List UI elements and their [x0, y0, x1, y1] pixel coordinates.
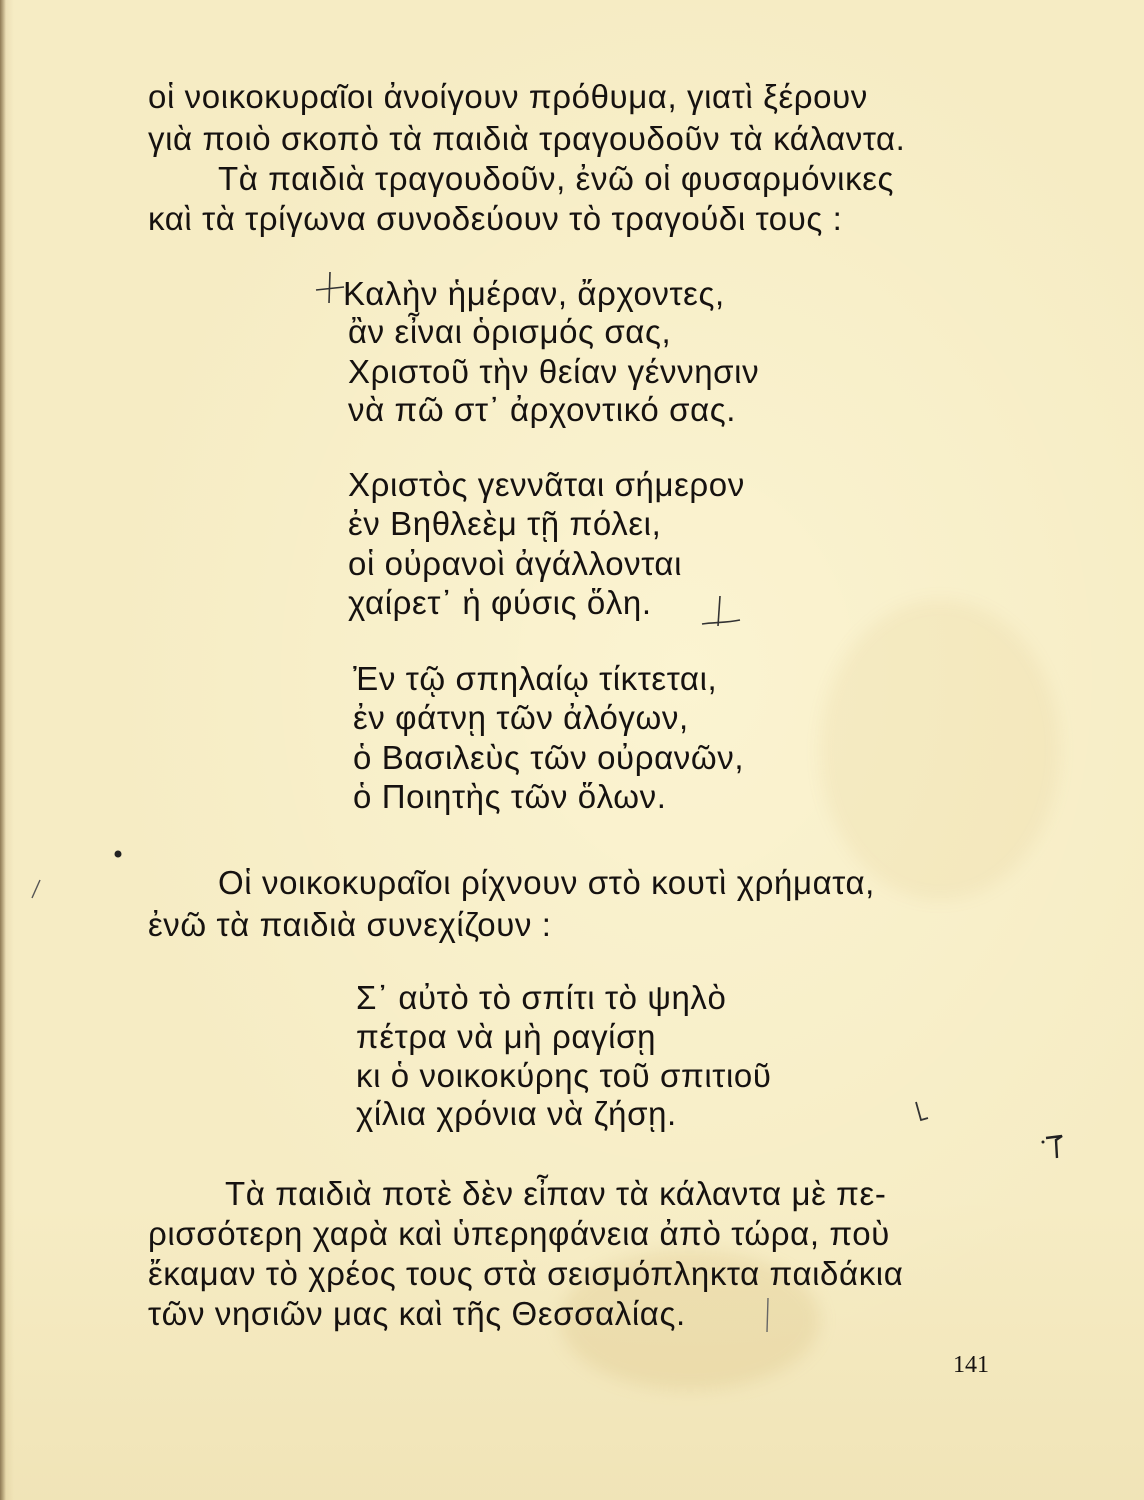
- paragraph-line: Οἱ νοικοκυραῖοι ρίχνουν στὸ κουτὶ χρήματα,: [218, 864, 875, 901]
- pencil-stroke-mark: [28, 878, 44, 900]
- paragraph-line: τῶν νησιῶν μας καὶ τῆς Θεσσαλίας.: [148, 1295, 686, 1332]
- verse-line: Ἐν τῷ σπηλαίῳ τίκτεται,: [353, 660, 718, 697]
- verse-line: ἐν φάτνῃ τῶν ἀλόγων,: [353, 699, 689, 736]
- paragraph-line: ἐνῶ τὰ παιδιὰ συνεχίζουν :: [148, 906, 552, 943]
- paragraph-line: Τὰ παιδιὰ τραγουδοῦν, ἐνῶ οἱ φυσαρμόνικες: [218, 160, 895, 197]
- paper-stain: [820, 600, 1060, 900]
- verse-line: χαίρετ᾽ ἡ φύσις ὅλη.: [348, 584, 652, 621]
- verse-line: ὁ Ποιητὴς τῶν ὅλων.: [353, 778, 667, 815]
- verse-line: Σ᾽ αὐτὸ τὸ σπίτι τὸ ψηλὸ: [356, 979, 727, 1016]
- verse-line: Χριστοῦ τὴν θείαν γέννησιν: [348, 353, 760, 390]
- pencil-cross-mark: [700, 592, 742, 632]
- pencil-tick-mark: [1040, 1132, 1068, 1162]
- verse-line: ἐν Βηθλεὲμ τῇ πόλει,: [348, 505, 662, 542]
- pencil-tick-mark: [912, 1098, 932, 1128]
- verse-line: χίλια χρόνια νὰ ζήσῃ.: [356, 1095, 677, 1132]
- paragraph-line: καὶ τὰ τρίγωνα συνοδεύουν τὸ τραγούδι τους :: [148, 200, 843, 237]
- paragraph-line: ἔκαμαν τὸ χρέος τους στὰ σεισμόπληκτα παιδάκια: [148, 1255, 904, 1292]
- verse-line: ἂν εἶναι ὁρισμός σας,: [348, 313, 672, 350]
- page-binding-edge: [0, 0, 6, 1500]
- paragraph-line: Τὰ παιδιὰ ποτὲ δὲν εἶπαν τὰ κάλαντα μὲ πε-: [225, 1175, 887, 1212]
- verse-line: ὁ Βασιλεὺς τῶν οὐρανῶν,: [353, 739, 745, 776]
- pencil-dot-mark: [112, 848, 124, 860]
- verse-line: πέτρα νὰ μὴ ραγίσῃ: [356, 1018, 657, 1055]
- verse-line: Χριστὸς γεννᾶται σήμερον: [348, 466, 745, 503]
- pencil-stroke-mark: [760, 1296, 776, 1336]
- paragraph-line: ρισσότερη χαρὰ καὶ ὑπερηφάνεια ἀπὸ τώρα, ποὺ: [148, 1215, 890, 1252]
- paragraph-line: οἱ νοικοκυραῖοι ἀνοίγουν πρόθυμα, γιατὶ ξέρουν: [148, 78, 868, 115]
- pencil-cross-mark: [312, 270, 346, 306]
- verse-line: οἱ οὐρανοὶ ἀγάλλονται: [348, 545, 683, 582]
- page-number: 141: [953, 1352, 989, 1378]
- verse-line: κι ὁ νοικοκύρης τοῦ σπιτιοῦ: [356, 1057, 772, 1094]
- verse-line: νὰ πῶ στ᾽ ἀρχοντικό σας.: [348, 391, 737, 428]
- paragraph-line: γιὰ ποιὸ σκοπὸ τὰ παιδιὰ τραγουδοῦν τὰ κάλαντα.: [148, 120, 906, 157]
- verse-line: Καλὴν ἡμέραν, ἄρχοντες,: [343, 275, 725, 312]
